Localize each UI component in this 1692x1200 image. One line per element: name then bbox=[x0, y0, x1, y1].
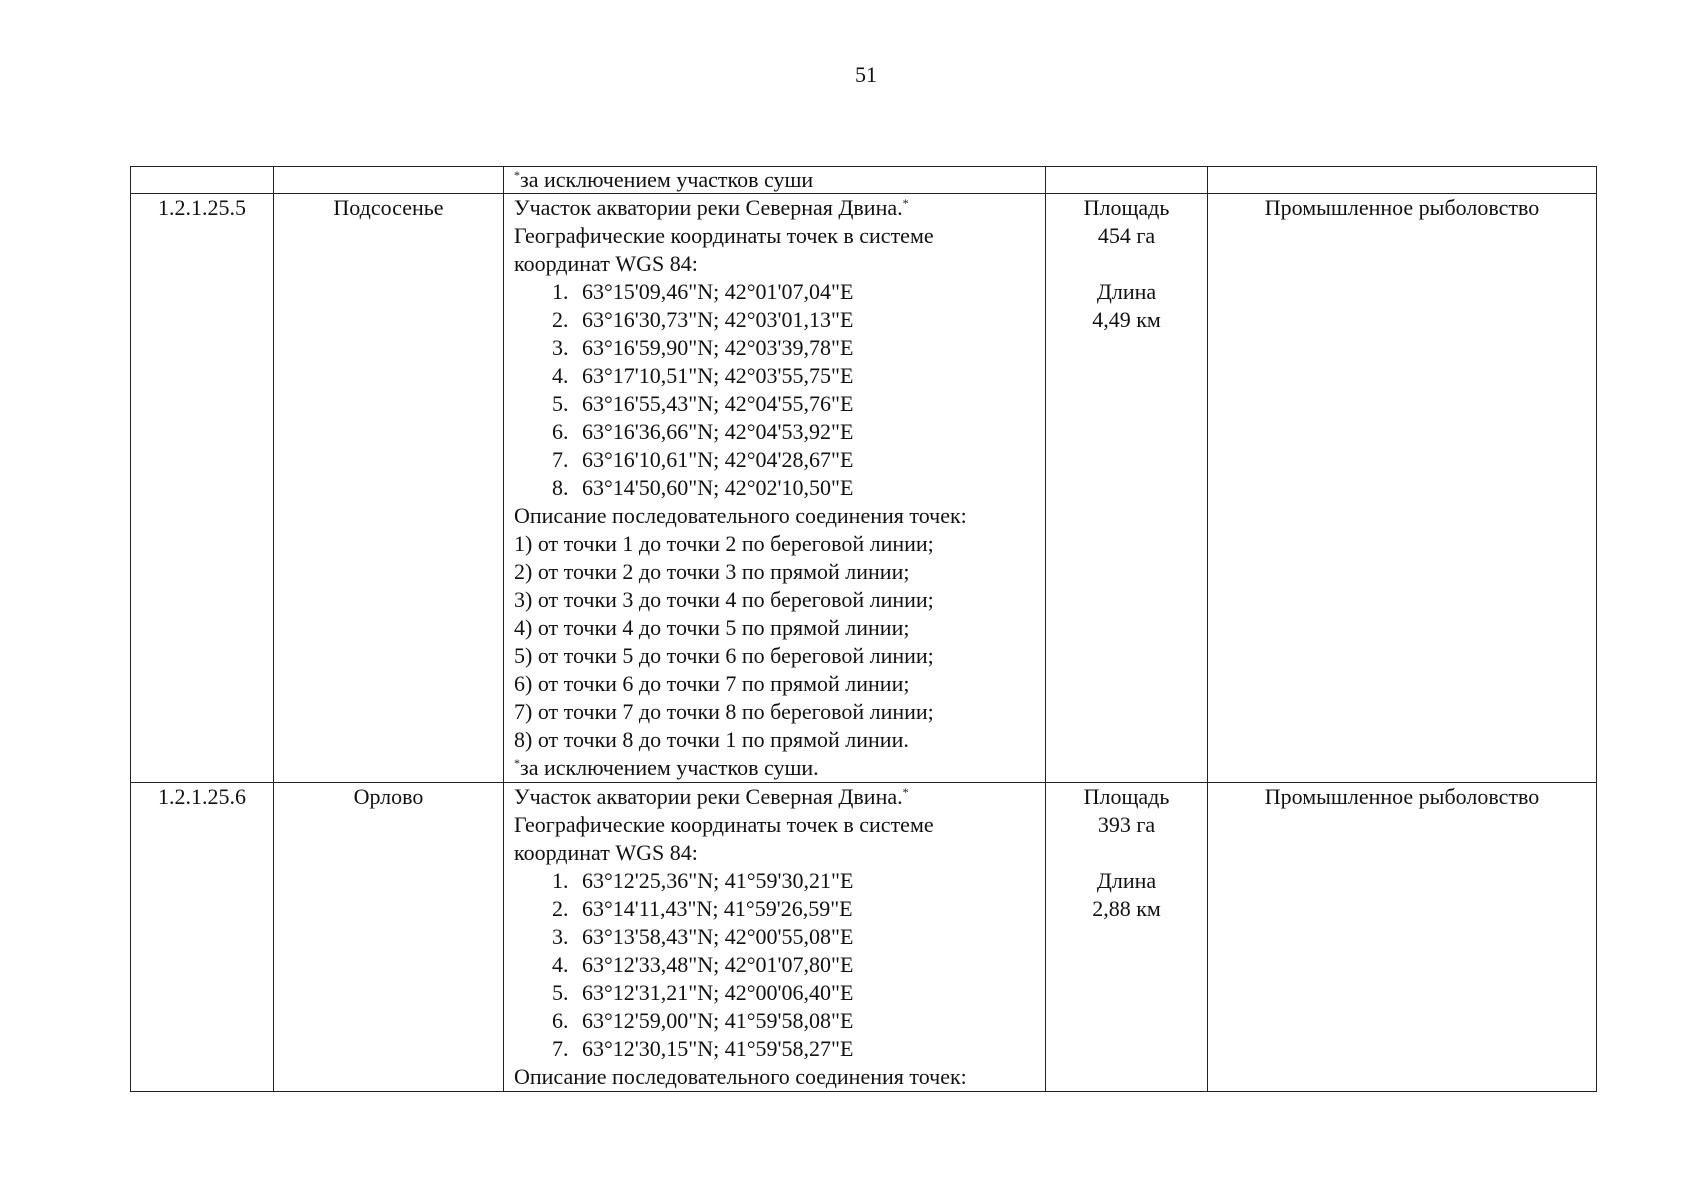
place-name: Подсосенье bbox=[274, 194, 504, 783]
registry-table bbox=[130, 166, 1597, 1092]
connection-item: 1) от точки 1 до точки 2 по береговой линии; bbox=[514, 531, 934, 556]
coordinate-item: 3. 63°13'58,43"N; 42°00'55,08"E bbox=[574, 923, 1035, 951]
connection-item: 8) от точки 8 до точки 1 по прямой линии. bbox=[514, 727, 909, 752]
area-value: 454 га bbox=[1097, 223, 1156, 248]
usage-type: Промышленное рыболовство bbox=[1208, 783, 1597, 1092]
connection-item: 2) от точки 2 до точки 3 по прямой линии; bbox=[514, 559, 910, 584]
connection-item: 3) от точки 3 до точки 4 по береговой линии; bbox=[514, 587, 934, 612]
connection-item: 4) от точки 4 до точки 5 по прямой линии; bbox=[514, 615, 910, 640]
coords-intro: Географические координаты точек в системе bbox=[514, 812, 934, 837]
usage-type: Промышленное рыболовство bbox=[1208, 194, 1597, 783]
desc-title: Участок акватории реки Северная Двина.* bbox=[514, 195, 909, 220]
empty-cell bbox=[1046, 167, 1208, 194]
empty-cell bbox=[274, 167, 504, 194]
coordinate-item: 5. 63°16'55,43"N; 42°04'55,76"E bbox=[574, 390, 1035, 418]
coords-intro: координат WGS 84: bbox=[514, 840, 698, 865]
coordinate-item: 2. 63°14'11,43"N; 41°59'26,59"E bbox=[574, 895, 1035, 923]
length-label: Длина bbox=[1096, 868, 1157, 893]
table-row bbox=[131, 783, 1597, 1092]
coordinate-item: 6. 63°12'59,00"N; 41°59'58,08"E bbox=[574, 1007, 1035, 1035]
coordinate-item: 5. 63°12'31,21"N; 42°00'06,40"E bbox=[574, 979, 1035, 1007]
area-value: 393 га bbox=[1097, 812, 1156, 837]
coordinate-item: 3. 63°16'59,90"N; 42°03'39,78"E bbox=[574, 334, 1035, 362]
row-number: 1.2.1.25.5 bbox=[131, 194, 274, 783]
table-row bbox=[131, 194, 1597, 783]
coordinate-item: 4. 63°12'33,48"N; 42°01'07,80"E bbox=[574, 951, 1035, 979]
connection-item: 7) от точки 7 до точки 8 по береговой линии; bbox=[514, 699, 934, 724]
coordinate-item: 8. 63°14'50,60"N; 42°02'10,50"E bbox=[574, 474, 1035, 502]
desc-title: Участок акватории реки Северная Двина.* bbox=[514, 784, 909, 809]
connection-title: Описание последовательного соединения точек: bbox=[514, 503, 967, 528]
area-description bbox=[504, 194, 1046, 783]
coordinate-item: 7. 63°12'30,15"N; 41°59'58,27"E bbox=[574, 1035, 1035, 1063]
area-metrics bbox=[1046, 194, 1208, 783]
place-name: Орлово bbox=[274, 783, 504, 1092]
footnote: *за исключением участков суши. bbox=[514, 755, 819, 780]
coordinate-item: 4. 63°17'10,51"N; 42°03'55,75"E bbox=[574, 362, 1035, 390]
page-number: 51 bbox=[855, 62, 877, 87]
coordinate-list bbox=[514, 867, 1035, 1063]
coordinate-item: 1. 63°12'25,36"N; 41°59'30,21"E bbox=[574, 867, 1035, 895]
coordinate-list bbox=[514, 278, 1035, 502]
length-label: Длина bbox=[1096, 279, 1157, 304]
coordinate-item: 1. 63°15'09,46"N; 42°01'07,04"E bbox=[574, 278, 1035, 306]
connection-item: 5) от точки 5 до точки 6 по береговой линии; bbox=[514, 643, 934, 668]
coordinate-item: 2. 63°16'30,73"N; 42°03'01,13"E bbox=[574, 306, 1035, 334]
connection-title: Описание последовательного соединения точек: bbox=[514, 1064, 967, 1089]
coords-intro: координат WGS 84: bbox=[514, 251, 698, 276]
empty-cell bbox=[131, 167, 274, 194]
area-label: Площадь bbox=[1083, 784, 1170, 809]
connection-item: 6) от точки 6 до точки 7 по прямой линии; bbox=[514, 671, 910, 696]
area-metrics bbox=[1046, 783, 1208, 1092]
continuation-footnote: *за исключением участков суши bbox=[504, 167, 1046, 194]
coordinate-item: 7. 63°16'10,61"N; 42°04'28,67"E bbox=[574, 446, 1035, 474]
area-description bbox=[504, 783, 1046, 1092]
coords-intro: Географические координаты точек в системе bbox=[514, 223, 934, 248]
coordinate-item: 6. 63°16'36,66"N; 42°04'53,92"E bbox=[574, 418, 1035, 446]
empty-cell bbox=[1208, 167, 1597, 194]
area-label: Площадь bbox=[1083, 195, 1170, 220]
length-value: 2,88 км bbox=[1092, 896, 1161, 921]
continuation-row bbox=[131, 167, 1597, 194]
row-number: 1.2.1.25.6 bbox=[131, 783, 274, 1092]
length-value: 4,49 км bbox=[1092, 307, 1161, 332]
